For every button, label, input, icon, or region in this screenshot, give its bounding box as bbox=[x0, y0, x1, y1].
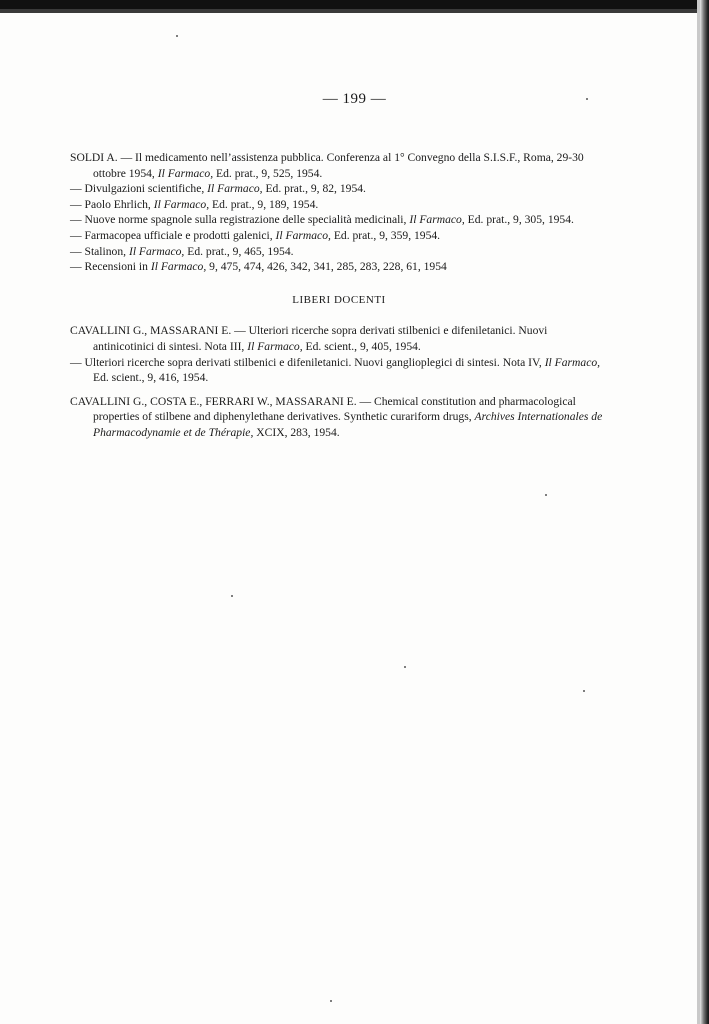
bib-entry: — Stalinon, Il Farmaco, Ed. prat., 9, 465, 1954. bbox=[70, 244, 294, 258]
bib-entry: CAVALLINI G., COSTA E., FERRARI W., MASSARANI E. — Chemical constitution and pharmacological properties of stilbene and diphenylethane derivatives. Synthetic curariform drugs, Archives Internationales de Pharmacodynamie et de Thérapie, XCIX, 283, 1954. bbox=[70, 394, 603, 439]
page-number: — 199 — bbox=[322, 91, 387, 107]
bib-entry: — Paolo Ehrlich, Il Farmaco, Ed. prat., 9, 189, 1954. bbox=[70, 197, 319, 211]
scan-speck bbox=[586, 98, 588, 100]
spacer bbox=[70, 386, 608, 394]
bib-entry: CAVALLINI G., MASSARANI E. — Ulteriori ricerche sopra derivati stilbenici e difeniletanici. Nuovi antinicotinici di sintesi. Nota III, Il Farmaco, Ed. scient., 9, 405, 1954. bbox=[70, 324, 548, 353]
bib-entry: — Divulgazioni scientifiche, Il Farmaco, Ed. prat., 9, 82, 1954. bbox=[70, 182, 366, 196]
bibliography bbox=[70, 150, 608, 441]
scan-speck bbox=[176, 35, 178, 37]
section-heading: LIBERI DOCENTI bbox=[292, 293, 386, 306]
scan-right-shadow bbox=[697, 0, 700, 1024]
scan-speck bbox=[330, 1000, 332, 1002]
bib-entry: — Farmacopea ufficiale e prodotti galenici, Il Farmaco, Ed. prat., 9, 359, 1954. bbox=[70, 228, 441, 242]
scan-top-border bbox=[0, 0, 709, 9]
scan-speck bbox=[404, 666, 406, 668]
scan-top-shadow bbox=[0, 9, 709, 13]
scan-speck bbox=[583, 690, 585, 692]
bib-entry: — Ulteriori ricerche sopra derivati stilbenici e difeniletanici. Nuovi ganglioplegici di sintesi. Nota IV, Il Farmaco, Ed. scient., 9, 416, 1954. bbox=[70, 355, 601, 385]
bib-entry: — Recensioni in Il Farmaco, 9, 475, 474, 426, 342, 341, 285, 283, 228, 61, 1954 bbox=[70, 260, 447, 274]
scan-speck bbox=[545, 494, 547, 496]
bib-entry: SOLDI A. — Il medicamento nell’assistenza pubblica. Conferenza al 1° Convegno della S.I.S.F., Roma, 29-30 ottobre 1954, Il Farmaco, Ed. prat., 9, 525, 1954. bbox=[70, 151, 584, 180]
scan-right-border bbox=[700, 0, 709, 1024]
scan-speck bbox=[231, 595, 233, 597]
bib-entry: — Nuove norme spagnole sulla registrazione delle specialità medicinali, Il Farmaco, Ed. prat., 9, 305, 1954. bbox=[70, 213, 574, 227]
